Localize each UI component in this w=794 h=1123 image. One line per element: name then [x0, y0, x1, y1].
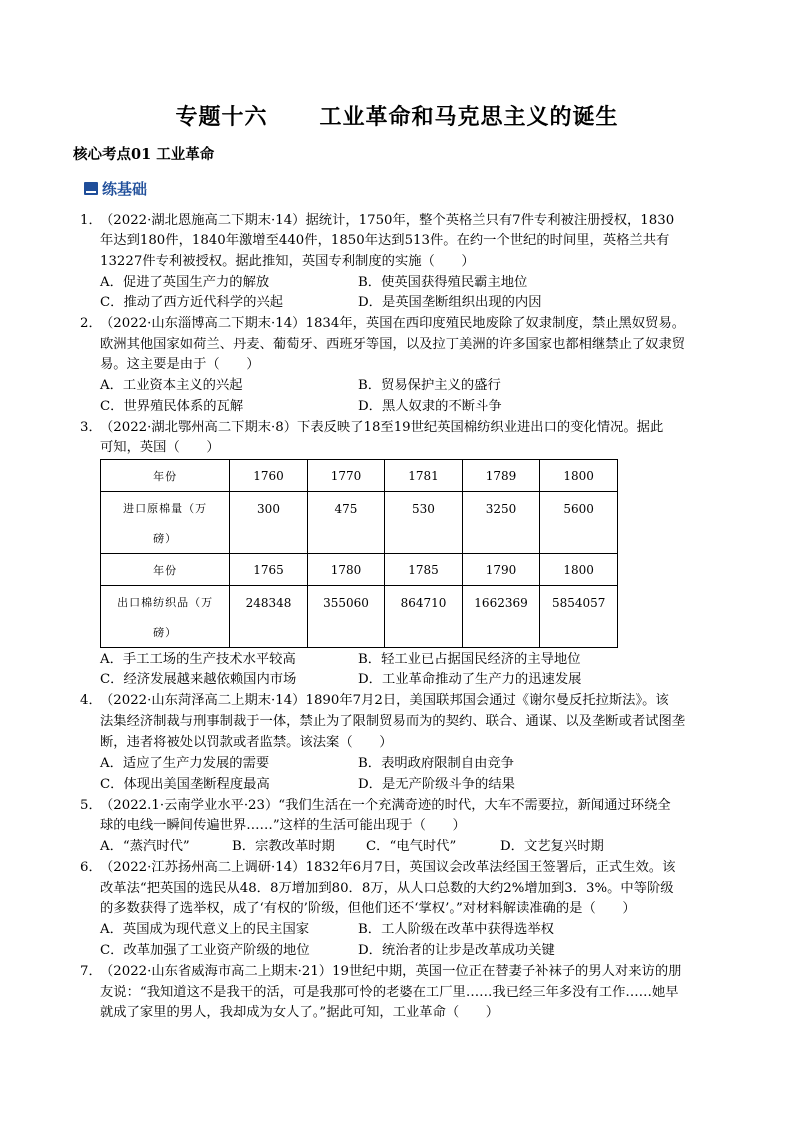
question-2-number: 2．: [80, 316, 102, 331]
table-cell: 1765: [230, 554, 307, 586]
table-cell-line: 磅）: [153, 625, 178, 639]
question-3-line-1: （2022·湖北鄂州高二下期末·8）下表反映了18至19世纪英国棉纺织业进出口的变化情况。据此: [100, 420, 664, 435]
table-cell: 5854057: [540, 586, 618, 648]
question-3-line-2: 可知，英国（ ）: [100, 440, 220, 455]
question-5-line-2: 球的电线一瞬间传遍世界……”这样的生活可能出现于（ ）: [100, 818, 466, 833]
question-5-option-a: A．“蒸汽时代”: [100, 839, 190, 854]
book-icon: [84, 182, 98, 195]
table-cell: 300: [230, 492, 307, 554]
question-4-number: 4．: [80, 693, 102, 708]
question-5-option-b: B．宗教改革时期: [232, 839, 335, 854]
question-5-option-d: D．文艺复兴时期: [500, 839, 604, 854]
question-2-option-c: C．世界殖民体系的瓦解: [100, 399, 244, 414]
table-cell: 年份: [101, 554, 230, 586]
question-2-line-3: 易。这主要是由于（ ）: [100, 357, 260, 372]
question-6-line-3: 的多数获得了选举权，成了‘有权的’阶级，但他们还不‘掌权’。”对材料解读准确的是（ ）: [100, 901, 636, 916]
question-4-option-d: D．是无产阶级斗争的结果: [358, 777, 515, 792]
question-5-option-c: C．“电气时代”: [366, 839, 457, 854]
table-cell: 1800: [540, 460, 618, 492]
cotton-trade-table: [100, 459, 618, 648]
question-7-line-3: 就成了家里的男人，我却成为女人了。”据此可知，工业革命（ ）: [100, 1005, 500, 1020]
table-cell: 530: [385, 492, 462, 554]
question-2-line-2: 欧洲其他国家如荷兰、丹麦、葡萄牙、西班牙等国，以及拉丁美洲的许多国家也都相继禁止了奴隶贸: [100, 337, 686, 352]
table-cell-line: 进口原棉量（万: [123, 501, 208, 515]
table-cell: 3250: [462, 492, 540, 554]
question-6-number: 6．: [80, 860, 102, 875]
table-cell: [101, 492, 230, 554]
question-3-option-c: C．经济发展越来越依赖国内市场: [100, 672, 297, 687]
question-7-line-1: （2022·山东省威海市高二上期末·21）19世纪中期，英国一位正在替妻子补袜子的男人对来访的朋: [100, 964, 682, 979]
question-3-number: 3．: [80, 420, 102, 435]
question-2-line-1: （2022·山东淄博高二下期末·14）1834年，英国在西印度殖民地废除了奴隶制度，禁止黑奴贸易。: [100, 316, 686, 331]
question-1-line-2: 年达到180件，1840年激增至440件，1850年达到513件。在约一个世纪的时间里，英格兰共有: [100, 233, 670, 248]
badge-label: 练基础: [102, 179, 148, 198]
table-row: [101, 460, 618, 492]
question-5-number: 5．: [80, 798, 102, 813]
table-cell: 1789: [462, 460, 540, 492]
table-cell: 年份: [101, 460, 230, 492]
table-cell: [101, 586, 230, 648]
table-cell: 1662369: [462, 586, 540, 648]
question-7-line-2: 友说：“我知道这不是我干的活，可是我那可怜的老婆在工厂里……我已经三年多没有工作……她早: [100, 985, 679, 1000]
question-6-option-c: C．改革加强了工业资产阶级的地位: [100, 943, 310, 958]
page-title: 专题十六 工业革命和马克思主义的诞生: [175, 104, 619, 130]
table-row: [101, 492, 618, 554]
section-heading: 核心考点01 工业革命: [73, 146, 215, 163]
question-2-option-b: B．贸易保护主义的盛行: [358, 378, 501, 393]
question-1-option-a: A．促进了英国生产力的解放: [100, 275, 270, 290]
table-cell-line: 磅）: [153, 531, 178, 545]
question-3-option-b: B．轻工业已占据国民经济的主导地位: [358, 652, 581, 667]
question-4-option-a: A．适应了生产力发展的需要: [100, 756, 270, 771]
table-cell-line: 出口棉纺织品（万: [117, 595, 214, 609]
table-cell: 248348: [230, 586, 307, 648]
table-cell: 1800: [540, 554, 618, 586]
table-cell: 5600: [540, 492, 618, 554]
table-row: [101, 586, 618, 648]
table-cell: 1790: [462, 554, 540, 586]
question-6-line-2: 改革法“把英国的选民从48．8万增加到80．8万，从人口总数的大约2%增加到3．3%。中等阶级: [100, 881, 674, 896]
question-2-option-d: D．黑人奴隶的不断斗争: [358, 399, 502, 414]
question-1-line-3: 13227件专利被授权。据此推知，英国专利制度的实施（ ）: [100, 254, 475, 269]
question-2-option-a: A．工业资本主义的兴起: [100, 378, 243, 393]
question-3-option-a: A．手工工场的生产技术水平较高: [100, 652, 296, 667]
question-1-number: 1．: [80, 213, 102, 228]
question-1-option-b: B．使英国获得殖民霸主地位: [358, 275, 528, 290]
table-cell: 1770: [307, 460, 384, 492]
table-cell: 475: [307, 492, 384, 554]
question-1-option-d: D．是英国垄断组织出现的内因: [358, 295, 542, 310]
table-cell: 864710: [385, 586, 462, 648]
table-cell: 1780: [307, 554, 384, 586]
table-cell: 355060: [307, 586, 384, 648]
question-6-option-b: B．工人阶级在改革中获得选举权: [358, 922, 554, 937]
question-4-option-c: C．体现出美国垄断程度最高: [100, 777, 270, 792]
question-6-line-1: （2022·江苏扬州高二上调研·14）1832年6月7日，英国议会改革法经国王签署后，正式生效。该: [100, 860, 676, 875]
question-6-option-a: A．英国成为现代意义上的民主国家: [100, 922, 310, 937]
table-cell: 1760: [230, 460, 307, 492]
practice-badge: [84, 178, 147, 198]
question-6-option-d: D．统治者的让步是改革成功关键: [358, 943, 555, 958]
table-row: [101, 554, 618, 586]
question-4-option-b: B．表明政府限制自由竞争: [358, 756, 515, 771]
question-3-option-d: D．工业革命推动了生产力的迅速发展: [358, 672, 582, 687]
question-4-line-2: 法集经济制裁与刑事制裁于一体，禁止为了限制贸易而为的契约、联合、通谋、以及垄断或者试图垄: [100, 714, 686, 729]
question-7-number: 7．: [80, 964, 102, 979]
question-4-line-3: 断，违者将被处以罚款或者监禁。该法案（ ）: [100, 735, 393, 750]
table-cell: 1785: [385, 554, 462, 586]
question-1-line-1: （2022·湖北恩施高二下期末·14）据统计，1750年，整个英格兰只有7件专利被注册授权，1830: [100, 213, 675, 228]
question-4-line-1: （2022·山东菏泽高二上期末·14）1890年7月2日，美国联邦国会通过《谢尔曼反托拉斯法》。该: [100, 693, 669, 708]
question-5-line-1: （2022.1·云南学业水平·23）“我们生活在一个充满奇迹的时代，大车不需要拉，新闻通过环绕全: [100, 798, 671, 813]
table-cell: 1781: [385, 460, 462, 492]
question-1-option-c: C．推动了西方近代科学的兴起: [100, 295, 284, 310]
